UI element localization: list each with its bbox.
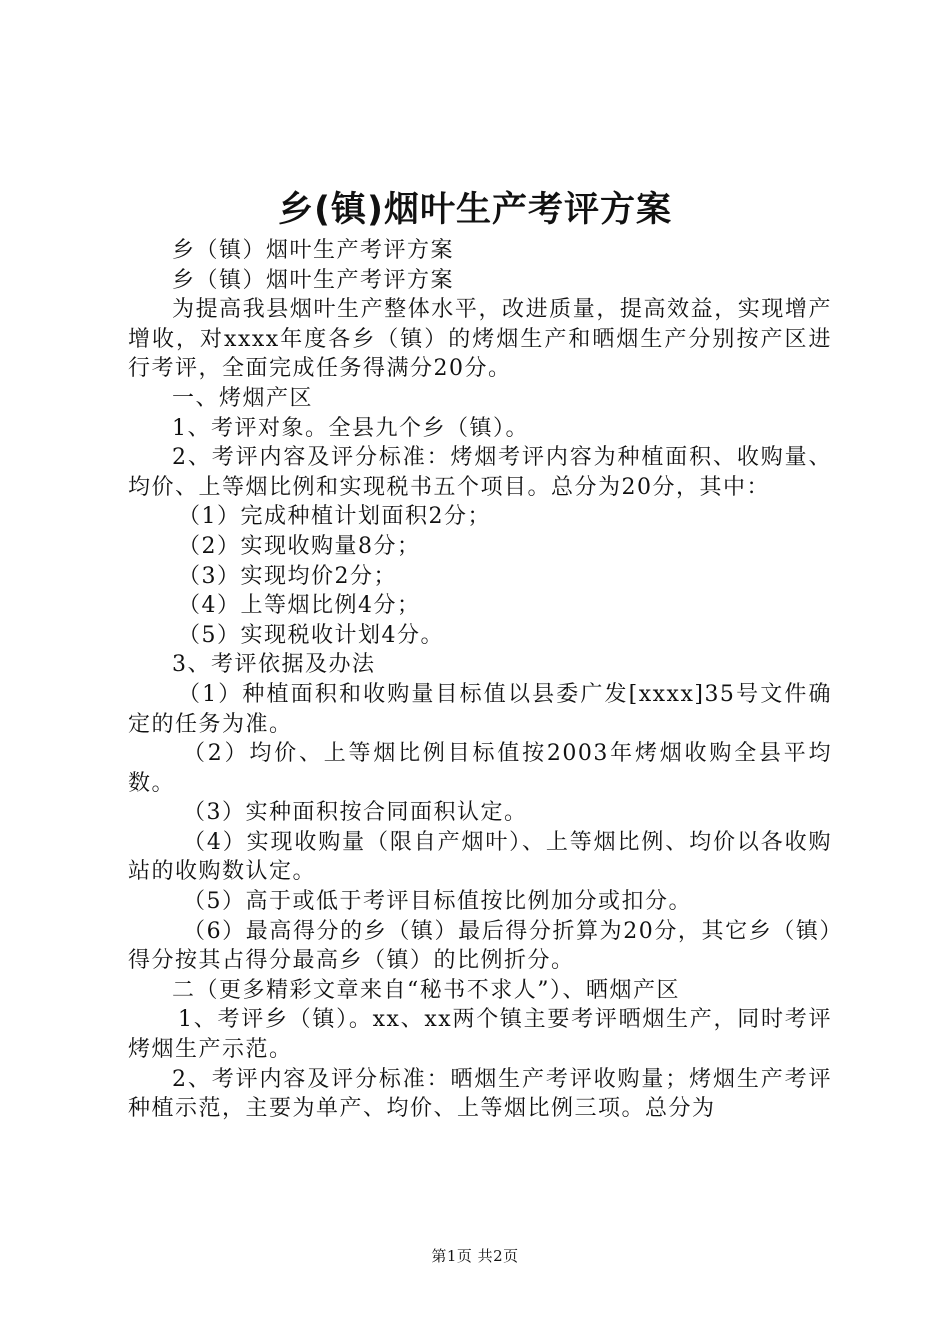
list-item: （4）上等烟比例4分； — [178, 593, 421, 619]
paragraph-subtitle-1: 乡（镇）烟叶生产考评方案 — [172, 238, 455, 263]
list-item: （2）均价、上等烟比例目标值按2003年烤烟收购全县平均数。 — [128, 741, 832, 796]
paragraph-item: 2、考评内容及评分标准：晒烟生产考评收购量；烤烟生产考评种植示范，主要为单产、均价、上等烟比例三项。总分为 — [128, 1066, 832, 1122]
paragraph-subtitle-2: 乡（镇）烟叶生产考评方案 — [172, 267, 455, 293]
section-heading-flue-cured: 一、烤烟产区 — [172, 385, 314, 411]
list-item: （3）实现均价2分； — [178, 563, 397, 589]
list-item: （2）实现收购量8分； — [178, 533, 421, 559]
list-item: （6）最高得分的乡（镇）最后得分折算为20分，其它乡（镇）得分按其占得分最高乡（镇）的比例折分。 — [128, 918, 832, 974]
paragraph-intro: 为提高我县烟叶生产整体水平，改进质量，提高效益，实现增产增收，对xxxx年度各乡（镇）的烤烟生产和晒烟生产分别按产区进行考评，全面完成任务得满分20分。 — [128, 297, 832, 382]
paragraph-item: 1、考评对象。全县九个乡（镇）。 — [172, 415, 529, 441]
paragraph-item: 1、考评乡（镇）。xx、xx两个镇主要考评晒烟生产，同时考评烤烟生产示范。 — [128, 1007, 832, 1063]
document-body — [128, 236, 832, 1124]
list-item: （1）种植面积和收购量目标值以县委广发[xxxx]35号文件确定的任务为准。 — [128, 681, 832, 737]
list-item: （1）完成种植计划面积2分； — [178, 504, 491, 530]
page-footer: 第1页 共2页 — [431, 1247, 519, 1265]
list-item: （3）实种面积按合同面积认定。 — [183, 800, 528, 826]
list-item: （4）实现收购量（限自产烟叶）、上等烟比例、均价以各收购站的收购数认定。 — [128, 829, 832, 885]
paragraph-item: 2、考评内容及评分标准：烤烟考评内容为种植面积、收购量、均价、上等烟比例和实现税书五个项目。总分为20分，其中： — [128, 445, 832, 500]
list-item: （5）高于或低于考评目标值按比例加分或扣分。 — [183, 889, 692, 915]
paragraph-item: 3、考评依据及办法 — [172, 652, 376, 678]
list-item: （5）实现税收计划4分。 — [178, 622, 444, 648]
section-heading-sun-cured: 二（更多精彩文章来自“秘书不求人”）、晒烟产区 — [172, 977, 680, 1003]
document-title: 乡(镇)烟叶生产考评方案 — [278, 190, 672, 230]
